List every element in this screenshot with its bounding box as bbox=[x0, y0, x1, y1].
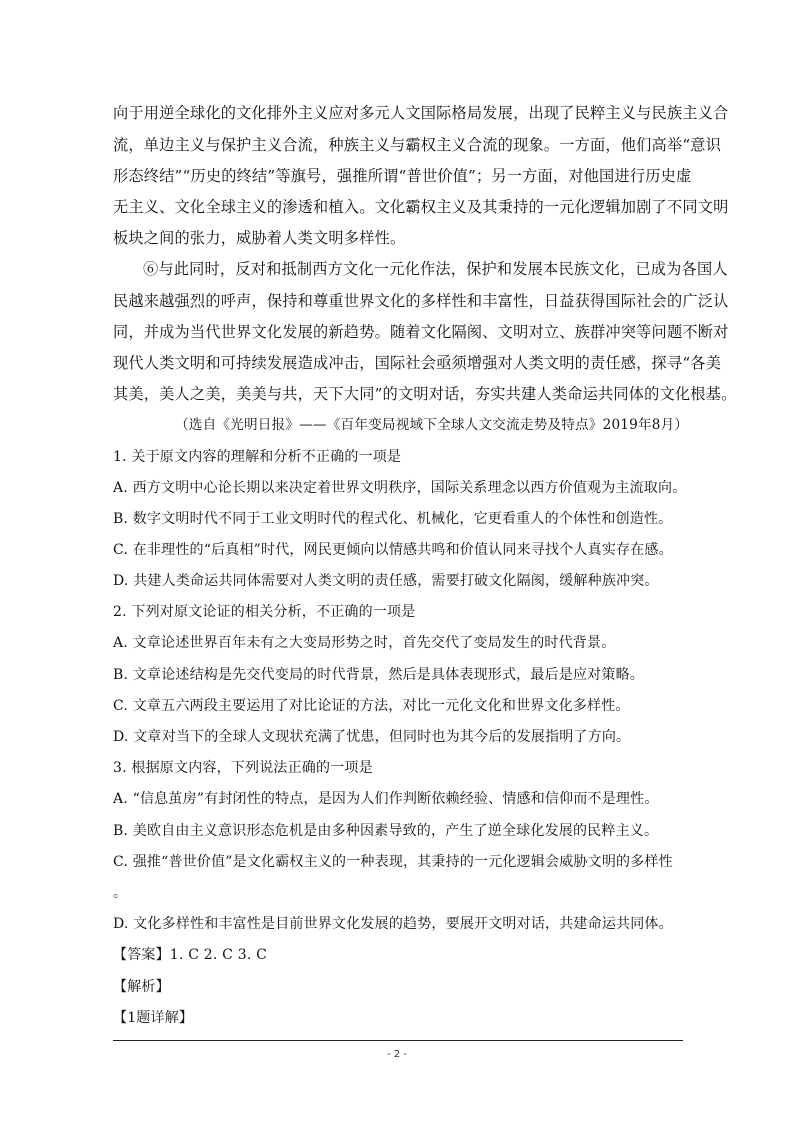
question-option: A. 西方文明中心论长期以来决定着世界文明秩序，国际关系理念以西方价值观为主流取向。 bbox=[113, 480, 687, 496]
answer-line: 【答案】1. C 2. C 3. C bbox=[113, 947, 268, 963]
analysis-heading: 【解析】 bbox=[113, 979, 170, 995]
question-option: B. 文章论述结构是先交代变局的时代背景，然后是具体表现形式，最后是应对策略。 bbox=[113, 667, 644, 683]
question-stem: 1. 关于原文内容的理解和分析不正确的一项是 bbox=[113, 449, 402, 465]
paragraph-line: 流，单边主义与保护主义合流，种族主义与霸权主义合流的现象。一方面，他们高举“意识 bbox=[113, 136, 722, 154]
question-option: B. 数字文明时代不同于工业文明时代的程式化、机械化，它更看重人的个体性和创造性。 bbox=[113, 511, 673, 527]
paragraph-line: 向于用逆全球化的文化排外主义应对多元人文国际格局发展，出现了民粹主义与民族主义合 bbox=[113, 104, 729, 122]
page-number: - 2 - bbox=[387, 1049, 407, 1060]
question-option: C. 强推“普世价值”是文化霸权主义的一种表现，其秉持的一元化逻辑会威胁文明的多样性 bbox=[113, 854, 673, 870]
paragraph-line: 同，并成为当代世界文化发展的新趋势。随着文化隔阂、文明对立、族群冲突等问题不断对 bbox=[113, 323, 729, 341]
question-option: D. 文章对当下的全球人文现状充满了忧患，但同时也为其今后的发展指明了方向。 bbox=[113, 729, 631, 745]
question-option: A. “信息茧房”有封闭性的特点，是因为人们作判断依赖经验、情感和信仰而不是理性。 bbox=[113, 791, 659, 807]
footer-divider bbox=[113, 1040, 683, 1041]
question-stem: 3. 根据原文内容，下列说法正确的一项是 bbox=[113, 760, 373, 776]
question-option: C. 文章五六两段主要运用了对比论证的方法，对比一元化文化和世界文化多样性。 bbox=[113, 698, 630, 714]
question-option: B. 美欧自由主义意识形态危机是由多种因素导致的，产生了逆全球化发展的民粹主义。 bbox=[113, 823, 659, 839]
question-option: D. 共建人类命运共同体需要对人类文明的责任感，需要打破文化隔阂，缓解种族冲突。 bbox=[113, 573, 659, 589]
question-option-continuation: 。 bbox=[113, 885, 128, 901]
paragraph-line: 民越来越强烈的呼声，保持和尊重世界文化的多样性和丰富性，日益获得国际社会的广泛认 bbox=[113, 292, 729, 310]
paragraph-line: 其美，美人之美，美美与共，天下大同”的文明对话，夯实共建人类命运共同体的文化根基。 bbox=[113, 385, 737, 403]
paragraph-line: 板块之间的张力，威胁着人类文明多样性。 bbox=[113, 229, 406, 247]
question-option: C. 在非理性的“后真相”时代，网民更倾向以情感共鸣和价值认同来寻找个人真实存在感。 bbox=[113, 542, 673, 558]
question-option: D. 文化多样性和丰富性是目前世界文化发展的趋势，要展开文明对话，共建命运共同体。 bbox=[113, 916, 673, 932]
paragraph-line: ⑥与此同时，反对和抵制西方文化一元化作法，保护和发展本民族文化，已成为各国人 bbox=[143, 260, 728, 278]
paragraph-line: 无主义、文化全球主义的渗透和植入。文化霸权主义及其秉持的一元化逻辑加剧了不同文明 bbox=[113, 198, 729, 216]
source-citation: （选自《光明日报》——《百年变局视域下全球人文交流走势及特点》2019年8月） bbox=[175, 417, 689, 433]
question-option: A. 文章论述世界百年未有之大变局形势之时，首先交代了变局发生的时代背景。 bbox=[113, 635, 616, 651]
question-stem: 2. 下列对原文论证的相关分析，不正确的一项是 bbox=[113, 604, 416, 620]
detail-heading: 【1题详解】 bbox=[113, 1010, 194, 1026]
paragraph-line: 形态终结”“历史的终结”等旗号，强推所谓“普世价值”；另一方面，对他国进行历史虚 bbox=[113, 167, 692, 185]
paragraph-line: 现代人类文明和可持续发展造成冲击，国际社会亟须增强对人类文明的责任感，探寻“各美 bbox=[113, 354, 722, 372]
